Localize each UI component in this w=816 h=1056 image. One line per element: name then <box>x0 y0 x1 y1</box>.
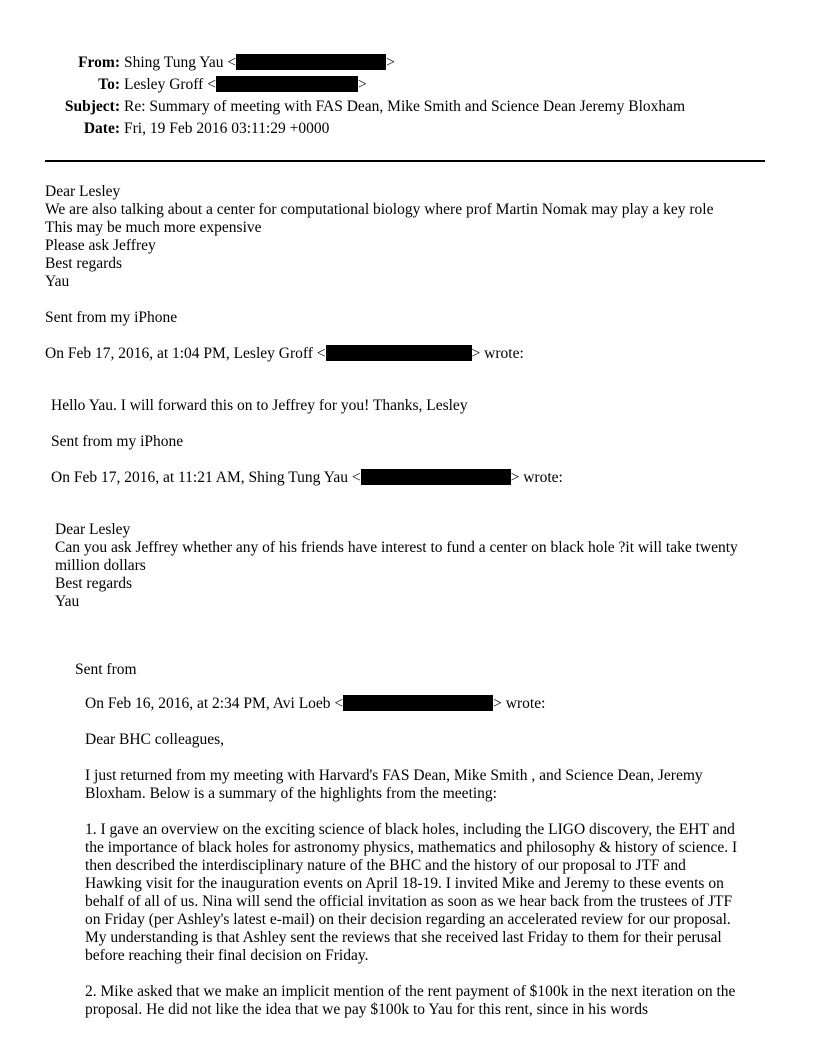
quote-attribution <box>85 695 545 713</box>
paragraph-point-1 <box>85 821 740 965</box>
to-close: > <box>357 76 367 93</box>
subject-value: Re: Summary of meeting with FAS Dean, Mike Smith and Science Dean Jeremy Bloxham <box>124 98 686 115</box>
from-name: Shing Tung Yau < <box>124 54 237 71</box>
redaction-box <box>326 345 472 361</box>
to-value <box>124 74 367 96</box>
paragraph-point-2 <box>85 983 740 1019</box>
attribution-text: On Feb 17, 2016, at 11:21 AM, Shing Tung Yau < <box>51 469 361 486</box>
body-line: Can you ask Jeffrey whether any of his friends have interest to fund a center on black hole ?it will take twenty <box>55 539 738 556</box>
body-line: million dollars <box>55 557 146 574</box>
body-line: This may be much more expensive <box>45 219 262 236</box>
attribution-text: On Feb 17, 2016, at 1:04 PM, Lesley Groff < <box>45 345 326 362</box>
attribution-suffix: > wrote: <box>471 345 524 362</box>
to-label: To: <box>98 76 120 93</box>
attribution-suffix: > wrote: <box>493 695 546 712</box>
paragraph-text: 1. I gave an overview on the exciting science of black holes, including the LIGO discovery, the EHT and the importance of black holes for astronomy physics, mathematics and philosophy & history of science. I then described the interdisciplinary nature of the BHC and the history of our proposal to JTF and Hawking visit for the inauguration events on April 18-19. I invited Mike and Jeremy to these events on behalf of all of us. Nina will send the official invitation as soon as we hear back from the trustees of JTF on Friday (per Ashley's latest e-mail) on their decision regarding an accelerated review for our proposal. My understanding is that Ashley sent the reviews that she received last Friday to them for their perusal before reaching their final decision on Friday. <box>85 821 738 964</box>
sent-from: Sent from my iPhone <box>45 309 178 326</box>
date-label: Date: <box>83 120 120 137</box>
signature: Yau <box>55 593 80 610</box>
paragraph-intro <box>85 767 740 803</box>
greeting: Dear BHC colleagues, <box>85 731 225 748</box>
greeting: Dear Lesley <box>55 521 131 538</box>
sent-from: Sent from <box>75 661 137 678</box>
body-line: We are also talking about a center for computational biology where prof Martin Nomak may play a key role <box>45 201 714 218</box>
signature: Yau <box>45 273 70 290</box>
greeting: Dear Lesley <box>45 183 121 200</box>
sent-from: Sent from my iPhone <box>51 433 184 450</box>
body-line: Please ask Jeffrey <box>45 237 156 254</box>
quote-attribution <box>45 345 524 363</box>
to-name: Lesley Groff < <box>124 76 216 93</box>
redaction-box <box>236 54 386 70</box>
date-value: Fri, 19 Feb 2016 03:11:29 +0000 <box>124 120 330 137</box>
from-close: > <box>386 54 395 71</box>
redaction-box <box>343 695 493 711</box>
subject-label: Subject: <box>64 98 120 115</box>
from-label: From: <box>78 54 120 71</box>
attribution-suffix: > wrote: <box>510 469 563 486</box>
from-value <box>124 52 395 74</box>
body-line: Hello Yau. I will forward this on to Jeffrey for you! Thanks, Lesley <box>51 397 468 414</box>
header-divider <box>45 160 765 162</box>
redaction-box <box>216 76 358 92</box>
paragraph-text: 2. Mike asked that we make an implicit mention of the rent payment of $100k in the next iteration on the proposal. He did not like the idea that we pay $100k to Yau for this rent, since in his words <box>85 983 736 1018</box>
quote-attribution <box>51 469 563 487</box>
attribution-text: On Feb 16, 2016, at 2:34 PM, Avi Loeb < <box>85 695 344 712</box>
redaction-box <box>361 469 511 485</box>
signoff: Best regards <box>45 255 123 272</box>
signoff: Best regards <box>55 575 133 592</box>
paragraph-text: I just returned from my meeting with Harvard's FAS Dean, Mike Smith , and Science Dean, Jeremy Bloxham. Below is a summary of the highlights from the meeting: <box>85 767 703 802</box>
